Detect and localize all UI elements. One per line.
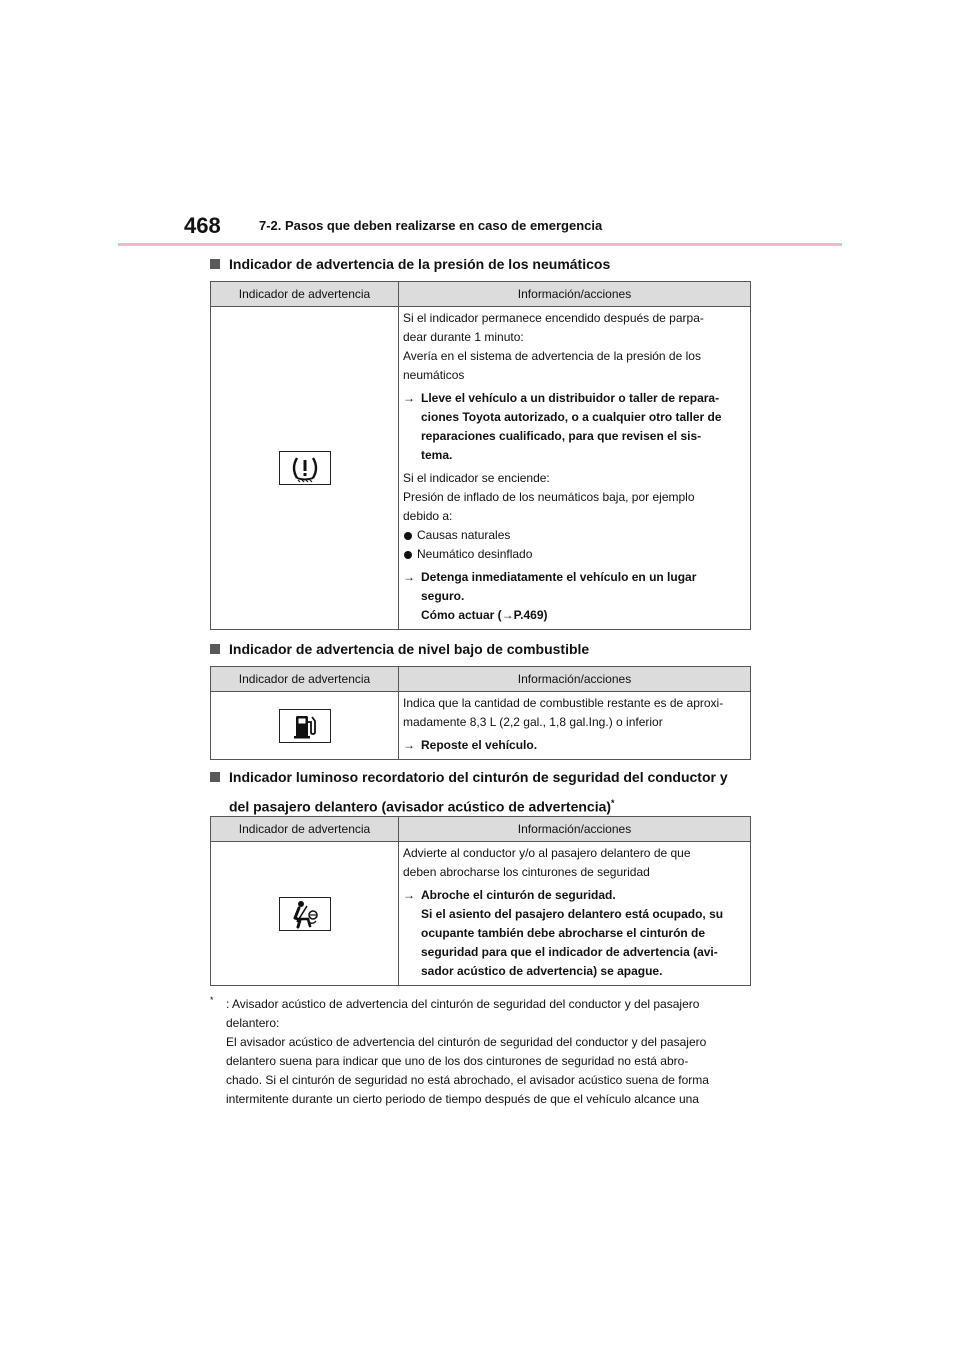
footnote-mark: *: [611, 798, 615, 808]
action-instruction: → Abroche el cinturón de seguridad. Si el asiento del pasajero delantero está ocupado, su ocupante también debe abrocharse el cinturón de seguridad para que el indicador de advertencia (avi- sador acústico de advertencia) se apague.: [403, 888, 724, 978]
tire-pressure-warning-icon: [279, 451, 331, 485]
table-seatbelt: [210, 816, 751, 986]
footnote: * : Avisador acústico de advertencia del cinturón de seguridad del conductor y del pasajero delantero: El avisador acústico de advertencia del cinturón de seguridad del conductor y del pasajero delantero suena para indicar que uno de los dos cinturones de seguridad no está abro- chado. Si el cinturón de seguridad no está abrochado, el avisador acústico suena de forma intermitente durante un cierto periodo de tiempo después de que el vehículo alcance una: [210, 995, 770, 1109]
section-square-icon: [210, 772, 220, 782]
chapter-title: 7-2. Pasos que deben realizarse en caso de emergencia: [259, 218, 603, 233]
arrow-icon: →: [403, 888, 415, 902]
section-title-tire-pressure: Indicador de advertencia de la presión de los neumáticos: [210, 251, 770, 277]
table-header-row: [211, 667, 751, 692]
info-cell: Si el indicador permanece encendido después de parpa- dear durante 1 minuto: Avería en el sistema de advertencia de la presión de los neumáticos → Lleve el vehículo a un distribuidor o taller de repara- ciones Toyota autorizado, o a cualquier otro taller de reparaciones cualificado, para que revisen el sis- tema. Si el indicador se enciende: Presión de inflado de los neumáticos baja, por ejemplo debido a: Causas naturales Neumático desinflado → Detenga inmediatamente el vehículo en un lugar seguro. Cómo actuar (→P.469): [399, 307, 751, 630]
footnote-mark: *: [210, 995, 214, 1005]
section-square-icon: [210, 644, 220, 654]
indicator-cell: [211, 307, 399, 630]
column-header-info: Información/acciones: [399, 282, 751, 307]
section-title-seatbelt: Indicador luminoso recordatorio del cinturón de seguridad del conductor y del pasajero delantero (avisador acústico de advertencia)*: [210, 764, 770, 820]
bullet-icon: [404, 551, 412, 559]
indicator-cell: [211, 842, 399, 986]
action-instruction: → Reposte el vehículo.: [403, 736, 746, 755]
page-number: 468: [184, 213, 221, 238]
action-instruction: → Lleve el vehículo a un distribuidor o taller de repara- ciones Toyota autorizado, o a cualquier otro taller de reparaciones cualificado, para que revisen el sis- tema.: [403, 391, 722, 462]
list-item: Causas naturales: [403, 526, 746, 545]
section-title-low-fuel: Indicador de advertencia de nivel bajo de combustible: [210, 636, 770, 662]
column-header-info: Información/acciones: [399, 667, 751, 692]
table-row: [211, 692, 751, 760]
column-header-info: Información/acciones: [399, 817, 751, 842]
column-header-indicator: Indicador de advertencia: [211, 667, 399, 692]
seatbelt-reminder-icon: [279, 897, 331, 931]
table-header-row: [211, 817, 751, 842]
column-header-indicator: Indicador de advertencia: [211, 282, 399, 307]
arrow-icon: →: [403, 391, 415, 405]
header-divider: [118, 243, 842, 246]
info-cell: Indica que la cantidad de combustible restante es de aproxi- madamente 8,3 L (2,2 gal., 1,8 gal.Ing.) o inferior → Reposte el vehículo.: [399, 692, 751, 760]
bullet-icon: [404, 532, 412, 540]
arrow-icon: →: [403, 738, 415, 752]
table-row: [211, 307, 751, 630]
table-low-fuel: [210, 666, 751, 760]
arrow-icon: →: [403, 570, 415, 584]
action-instruction: → Detenga inmediatamente el vehículo en un lugar seguro. Cómo actuar (→P.469): [403, 570, 697, 622]
list-item: Neumático desinflado: [403, 545, 746, 564]
section-square-icon: [210, 259, 220, 269]
table-row: [211, 842, 751, 986]
table-header-row: [211, 282, 751, 307]
info-cell: Advierte al conductor y/o al pasajero delantero de que deben abrocharse los cinturones de seguridad → Abroche el cinturón de seguridad. Si el asiento del pasajero delantero está ocupado, su ocupante también debe abrocharse el cinturón de seguridad para que el indicador de advertencia (avi- sador acústico de advertencia) se apague.: [399, 842, 751, 986]
column-header-indicator: Indicador de advertencia: [211, 817, 399, 842]
fuel-pump-icon: [279, 709, 331, 743]
indicator-cell: [211, 692, 399, 760]
table-tire-pressure: [210, 281, 751, 630]
